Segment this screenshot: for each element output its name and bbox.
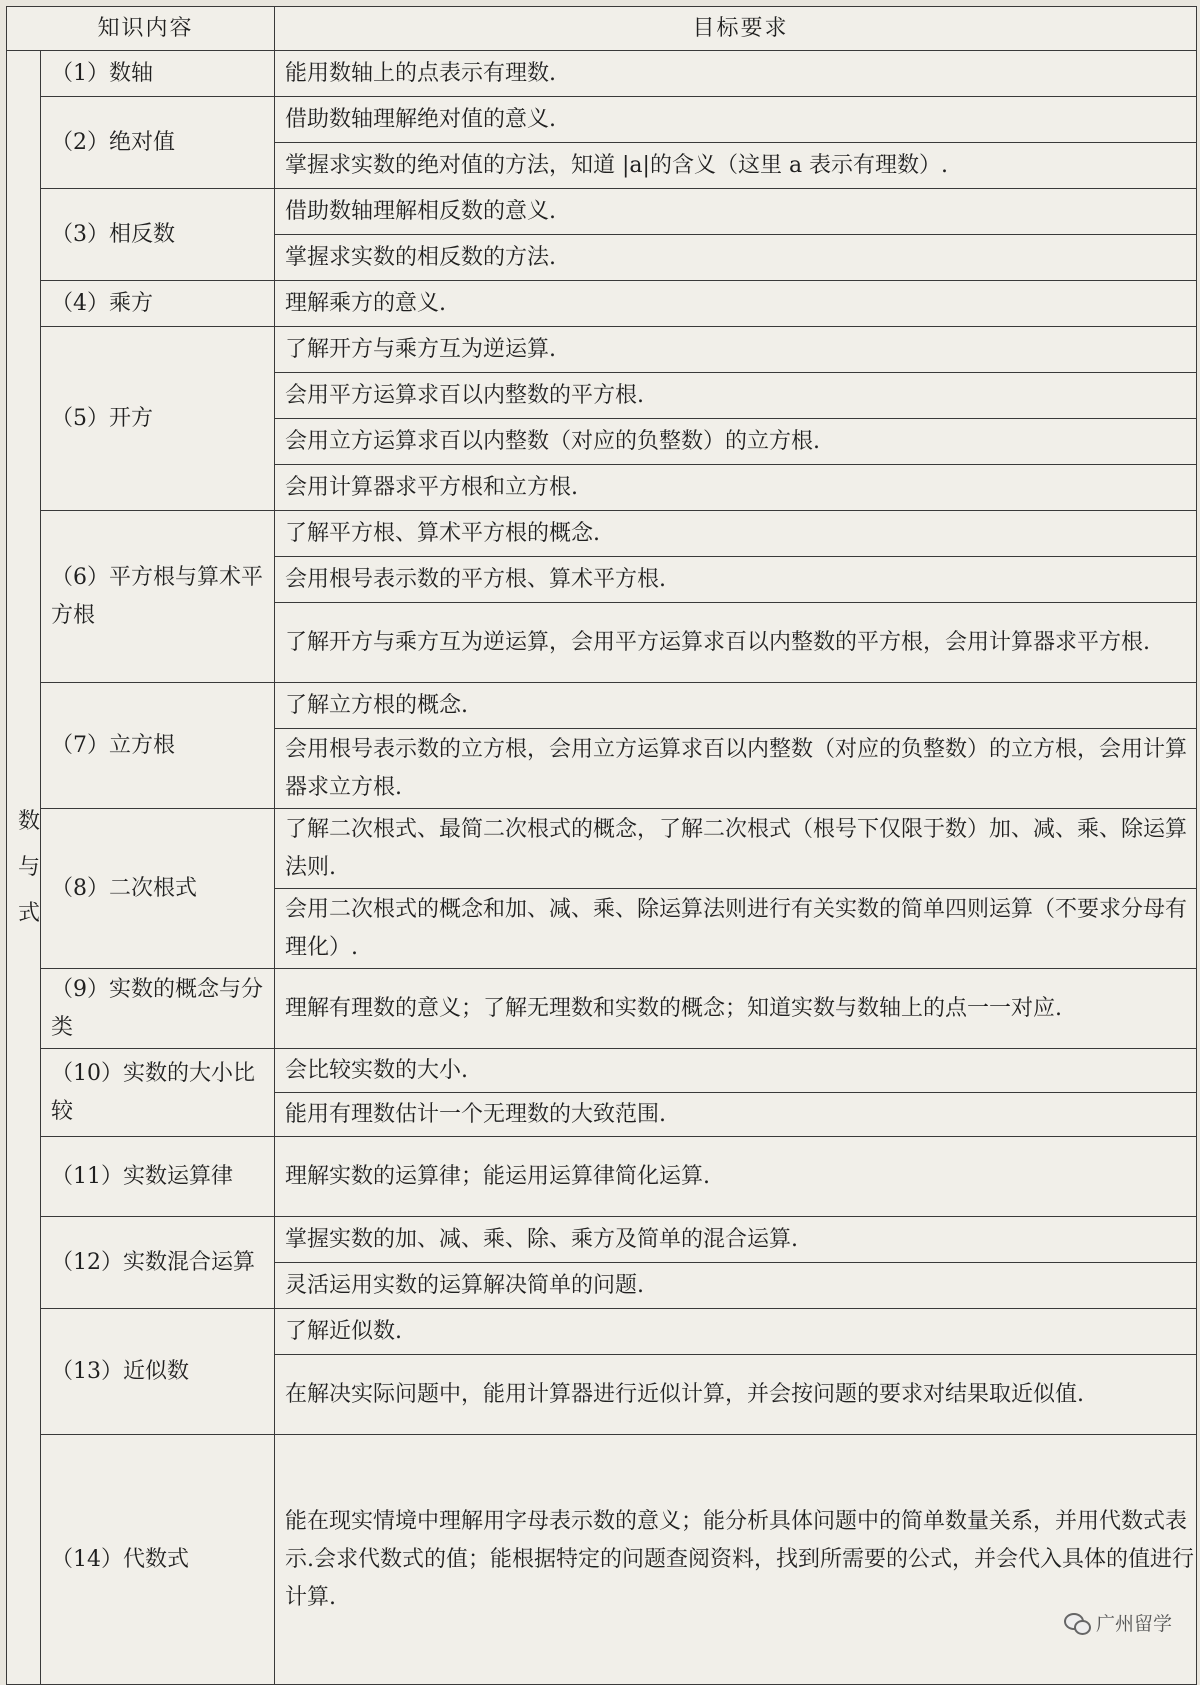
watermark-text: 广州留学	[1095, 1613, 1172, 1635]
topic-cell: （12）实数混合运算	[41, 1217, 275, 1309]
goal-cell: 理解乘方的意义.	[275, 281, 1197, 327]
goal-cell: 了解平方根、算术平方根的概念.	[275, 511, 1197, 557]
goal-cell: 理解实数的运算律；能运用运算律简化运算.	[275, 1137, 1197, 1217]
table-row	[7, 969, 1197, 1049]
table-row	[7, 511, 1197, 557]
topic-cell: （14）代数式	[41, 1435, 275, 1685]
table-row	[7, 1217, 1197, 1263]
topic-cell: （10）实数的大小比较	[41, 1049, 275, 1137]
goal-cell: 在解决实际问题中，能用计算器进行近似计算，并会按问题的要求对结果取近似值.	[275, 1355, 1197, 1435]
goal-cell: 会用立方运算求百以内整数（对应的负整数）的立方根.	[275, 419, 1197, 465]
topic-cell: （4）乘方	[41, 281, 275, 327]
goal-cell: 能用有理数估计一个无理数的大致范围.	[275, 1093, 1197, 1137]
table-row	[7, 1309, 1197, 1355]
table-row	[7, 1435, 1197, 1685]
goal-cell: 会用根号表示数的平方根、算术平方根.	[275, 557, 1197, 603]
goal-cell: 了解近似数.	[275, 1309, 1197, 1355]
goal-cell: 会用二次根式的概念和加、减、乘、除运算法则进行有关实数的简单四则运算（不要求分母有理化）.	[275, 889, 1197, 969]
goal-cell: 借助数轴理解相反数的意义.	[275, 189, 1197, 235]
watermark	[1058, 1607, 1178, 1638]
table-row	[7, 281, 1197, 327]
goal-cell: 掌握实数的加、减、乘、除、乘方及简单的混合运算.	[275, 1217, 1197, 1263]
topic-cell: （3）相反数	[41, 189, 275, 281]
table-row	[7, 809, 1197, 889]
goal-cell: 了解立方根的概念.	[275, 683, 1197, 729]
goal-cell: 会用计算器求平方根和立方根.	[275, 465, 1197, 511]
topic-cell: （5）开方	[41, 327, 275, 511]
table-row	[7, 1137, 1197, 1217]
goal-cell: 会用根号表示数的立方根，会用立方运算求百以内整数（对应的负整数）的立方根，会用计算器求立方根.	[275, 729, 1197, 809]
header-goals: 目标要求	[275, 7, 1197, 51]
goal-cell: 理解有理数的意义；了解无理数和实数的概念；知道实数与数轴上的点一一对应.	[275, 969, 1197, 1049]
table-row	[7, 1049, 1197, 1093]
goal-cell: 会比较实数的大小.	[275, 1049, 1197, 1093]
goal-cell: 了解二次根式、最简二次根式的概念，了解二次根式（根号下仅限于数）加、减、乘、除运算法则.	[275, 809, 1197, 889]
table-row	[7, 97, 1197, 143]
table-row	[7, 189, 1197, 235]
goal-cell: 了解开方与乘方互为逆运算.	[275, 327, 1197, 373]
header-row	[7, 7, 1197, 51]
goal-cell: 能用数轴上的点表示有理数.	[275, 51, 1197, 97]
topic-cell: （2）绝对值	[41, 97, 275, 189]
goal-cell: 掌握求实数的相反数的方法.	[275, 235, 1197, 281]
table-row	[7, 51, 1197, 97]
table-row	[7, 683, 1197, 729]
goal-cell: 能在现实情境中理解用字母表示数的意义；能分析具体问题中的简单数量关系，并用代数式表示.会求代数式的值；能根据特定的问题查阅资料，找到所需要的公式，并会代入具体的值进行计算.	[275, 1435, 1197, 1685]
goal-cell: 会用平方运算求百以内整数的平方根.	[275, 373, 1197, 419]
category-label: 数与式	[17, 808, 40, 926]
topic-cell: （8）二次根式	[41, 809, 275, 969]
goal-cell: 掌握求实数的绝对值的方法，知道 |a|的含义（这里 a 表示有理数）.	[275, 143, 1197, 189]
header-content: 知识内容	[7, 7, 275, 51]
goal-cell: 借助数轴理解绝对值的意义.	[275, 97, 1197, 143]
table-row	[7, 327, 1197, 373]
category-cell	[7, 51, 41, 1685]
topic-cell: （1）数轴	[41, 51, 275, 97]
topic-cell: （6）平方根与算术平方根	[41, 511, 275, 683]
wechat-icon	[1064, 1612, 1090, 1634]
topic-cell: （11）实数运算律	[41, 1137, 275, 1217]
goal-cell: 了解开方与乘方互为逆运算，会用平方运算求百以内整数的平方根，会用计算器求平方根.	[275, 603, 1197, 683]
topic-cell: （7）立方根	[41, 683, 275, 809]
curriculum-table	[6, 6, 1197, 1685]
topic-cell: （13）近似数	[41, 1309, 275, 1435]
topic-cell: （9）实数的概念与分类	[41, 969, 275, 1049]
goal-cell: 灵活运用实数的运算解决简单的问题.	[275, 1263, 1197, 1309]
